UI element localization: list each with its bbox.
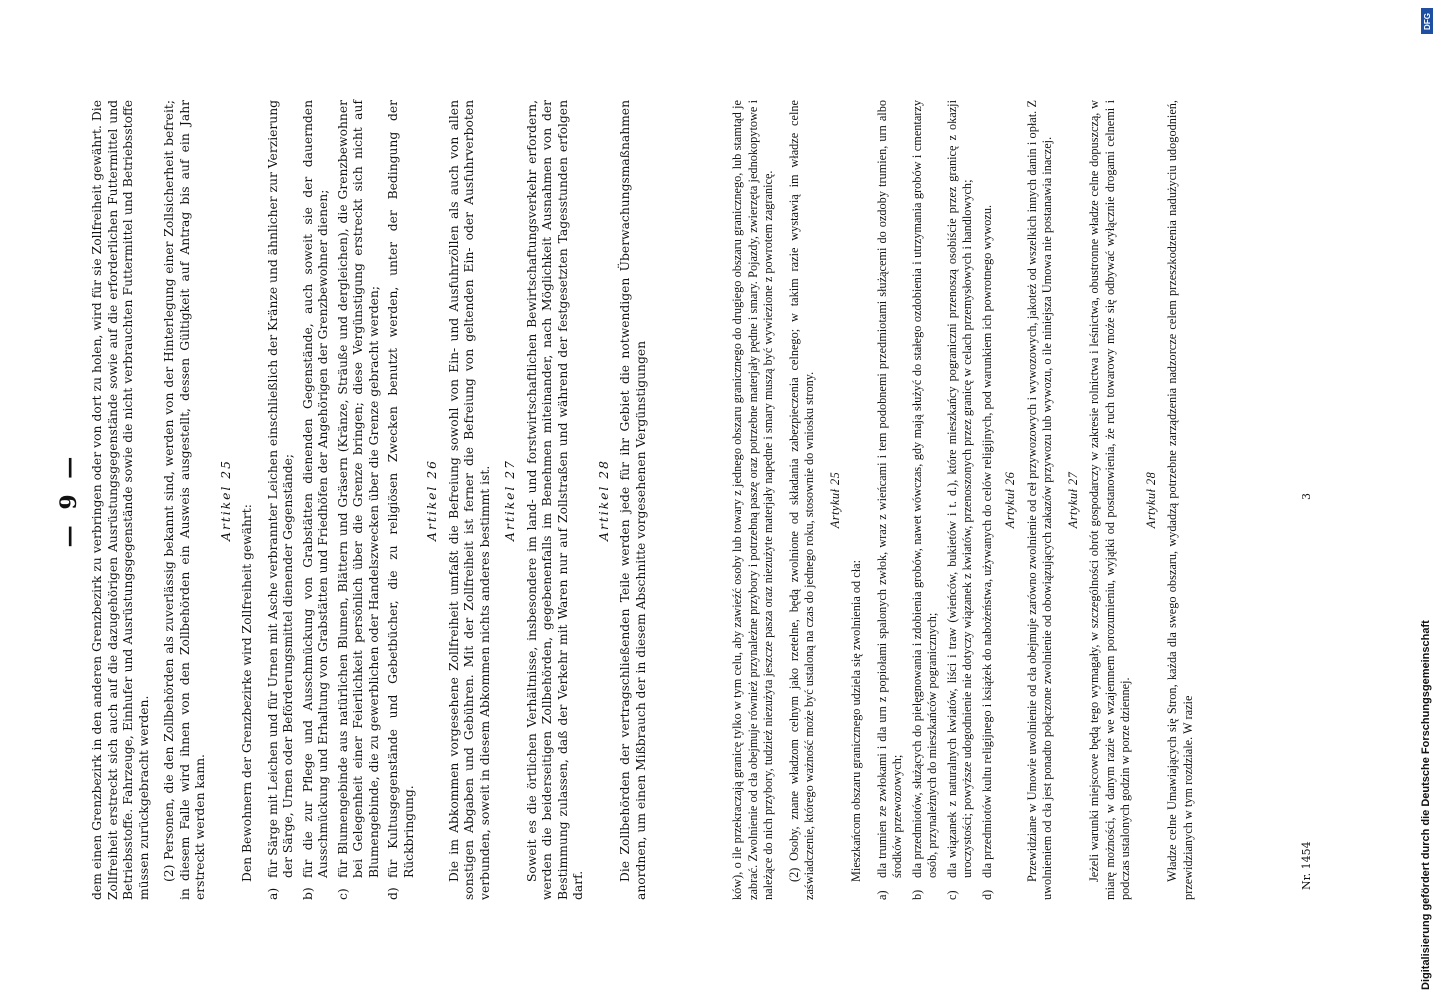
polish-article-27-heading: Artykuł 27 [1065,471,1080,529]
german-paragraph: Soweit es die örtlichen Verhältnisse, insbesondere im land- und forstwirtschaftlichen Bewirtschaftungsverkehr erfordern, werden die beiderseitigen Zollbehörden, gegebenenfalls im Benehmen miteinander, nach Möglichkeit Ausnahmen von der Bestimmung zulassen, daß der Verkehr mit Waren nur auf Zollstraßen und während der festgesetzten Tagesstunden erfolgen darf. [524,100,585,900]
german-paragraph: Die Zollbehörden der vertragschließenden Teile werden jede für ihr Gebiet die notwendigen Überwachungsmaßnahmen anordnen, um einen Mißbrauch der in diesem Abschnitte vorgesehenen Vergünstigungen [618,100,648,900]
page-number: — 9 — [56,452,82,548]
polish-paragraph: Przewidziane w Umowie uwolnienie od cła obejmuje zarówno zwolnienie od ceł przywozowych i wywozowych, jakoteż od wszelkich innych danin i opłat. Z uwolnieniem od cła jest ponadto połączone zwolnienie od obowiązujących zakazów przywozu lub wywozu, o ile niniejsza Umowa nie postanawia inaczej. [1024,100,1054,900]
german-article-26-heading: Artikel 26 [425,459,439,541]
polish-column [730,100,1290,900]
digitization-credit: Digitalisierung gefördert durch die Deutsche Forschungsgemeinschaft [1420,620,1432,990]
german-article-25-list [266,100,418,900]
list-item: b) für die zur Pflege und Ausschmückung von Grabstätten dienenden Gegenstände, auch soweit sie der dauernden Ausschmückung und Erhaltung von Grabstätten und Friedhöfen der Angehörigen der Grenzbewohner dienen; [300,100,330,900]
polish-paragraph: Mieszkańcom obszaru granicznego udziela się zwolnienia od cła: [849,560,863,882]
list-item: b) dla przedmiotów, służących do pielęgnowania i zdobienia grobów, nawet wówczas, gdy mają służyć do stałego ozdobienia i utrzymania grobów i cmentarzy osób, przynależnych do mieszkańców pogranicznych; [909,100,939,900]
german-footer-number: Nr. 1454 [1300,841,1313,890]
dfg-logo: DFG [1421,8,1433,34]
polish-paragraph: ków), o ile przekraczają granicę tylko w tym celu, aby zawieźć osoby lub towary z jednego obszaru granicznego do drugiego obszaru granicznego, lub stamtąd je zabrać. Zwolnienie od cła obejmuje również przynależne przybory i potrzebną paszę oraz potrzebne materjały pędne i smary. Pojazdy, zwierzęta jednokopytowe i należące do nich przybory, tudzież niezużyta jeszcze pasza oraz niezużyte materjały napędne i smary muszą być wywiezione z powrotem zagranicę. [730,100,775,900]
german-paragraph: Die im Abkommen vorgesehene Zollfreiheit umfaßt die Befreiung sowohl von Ein- und Ausfuhrzöllen als auch von allen sonstigen Abgaben und Gebühren. Mit der Zollfreiheit ist ferner die Befreiung von geltenden Ein- oder Ausfuhrverboten verbunden, soweit in diesem Abkommen nichts anderes bestimmt ist. [446,100,492,900]
german-column [90,100,710,900]
polish-article-26-heading: Artykuł 26 [1003,471,1017,529]
list-item: c) dla wiązanek z naturalnych kwiatów, liści i traw (wieńców, bukietów i t. d.), które mieszkańcy pograniczni przenoszą osobiście przez granicę z okazji uroczystości; powyższe udogodnienie nie dotyczy wiązanek z kwiatów, przenoszonych przez granicę w celach przemysłowych i handlowych; [944,100,974,900]
list-item: d) für Kultusgegenstände und Gebetbücher, die zu religiösen Zwecken benutzt werden, unter der Bedingung der Rückbringung. [386,100,416,900]
german-paragraph: (2) Personen, die den Zollbehörden als zuverlässig bekannt sind, werden von der Hinterlegung einer Zollsicherheit befreit; in diesem Falle wird ihnen von den Zollbehörden ein Ausweis ausgestellt, dessen Gültigkeit auf Antrag bis auf ein Jahr erstreckt werden kann. [162,100,207,900]
polish-paragraph: (2) Osoby, znane władzom celnym jako rzetelne, będą zwolnione od składania zabezpieczenia celnego; w takim razie wystawią im władze celne zaświadczenie, którego ważność może być ustaloną na czas do jednego roku, stosownie do wniosku strony. [786,100,816,900]
polish-paragraph: Jeżeli warunki miejscowe będą tego wymagały, w szczególności obrót gospodarczy w zakresie rolnictwa i leśnictwa, obustronne władze celne dopuszczą, w miarę możności, w danym razie we wzajemnem porozumieniu, wyjątki od postanowienia, że ruch towarowy może się odbywać wyłącznie drogami celnemi i podczas ustalonych godzin w porze dziennej. [1087,100,1132,900]
polish-article-25-list [875,100,996,900]
list-item: a) dla trumien ze zwłokami i dla urn z popiołami spalonych zwłok, wraz z wieńcami i tem podobnemi przedmiotami służącemi do ozdoby trumien, urn albo środków przewozowych; [874,100,904,900]
list-item: a) für Särge mit Leichen und für Urnen mit Asche verbrannter Leichen einschließlich der Kränze und ähnlicher zur Verzierung der Särge, Urnen oder Beförderungsmittel dienender Gegenstände; [265,100,295,900]
german-article-25-heading: Artikel 25 [218,459,233,541]
polish-article-25-heading: Artykuł 25 [827,471,842,529]
polish-article-28-heading: Artykuł 28 [1143,471,1158,529]
german-paragraph: Den Bewohnern der Grenzbezirke wird Zollfreiheit gewährt: [240,504,254,882]
list-item: d) dla przedmiotów kultu religijnego i książek do nabożeństwa, używanych do celów religijnych, pod warunkiem ich powrotnego wywozu. [979,204,994,900]
german-article-27-heading: Artikel 27 [503,459,517,541]
german-article-28-heading: Artikel 28 [596,459,611,541]
polish-footer-number: 3 [1300,493,1313,500]
list-item: c) für Blumengebinde aus natürlichen Blumen, Blättern und Gräsern (Kränze, Sträuße und dergleichen), die Grenzbewohner bei Gelegenheit einer Feierlichkeit persönlich über die Grenze bringen; diese Vergünstigung erstreckt sich nicht auf Blumengebinde, die zu gewerblichen oder Handelszwecken über die Grenze gebracht werden; [335,100,381,900]
german-paragraph: dem einen Grenzbezirk in den anderen Grenzbezirk zu verbringen oder von dort zu holen, wird für sie Zollfreiheit gewährt. Die Zollfreiheit erstreckt sich auch auf die dazugehörigen Ausrüstungsgegenstände sowie auf die erforderlichen Futtermittel und Betriebsstoffe. Fahrzeuge, Einhufer und Ausrüstungsgegenstände sowie die nicht verbrauchten Futtermittel und Betriebsstoffe müssen zurückgebracht werden. [90,100,151,900]
polish-paragraph: Władze celne Umawiających się Stron, każda dla swego obszaru, wydadzą potrzebne zarządzenia nadzorcze celem przeszkodzenia nadużyciu udogodnień, przewidzianych w tym rozdziale. W razie [1165,100,1195,900]
